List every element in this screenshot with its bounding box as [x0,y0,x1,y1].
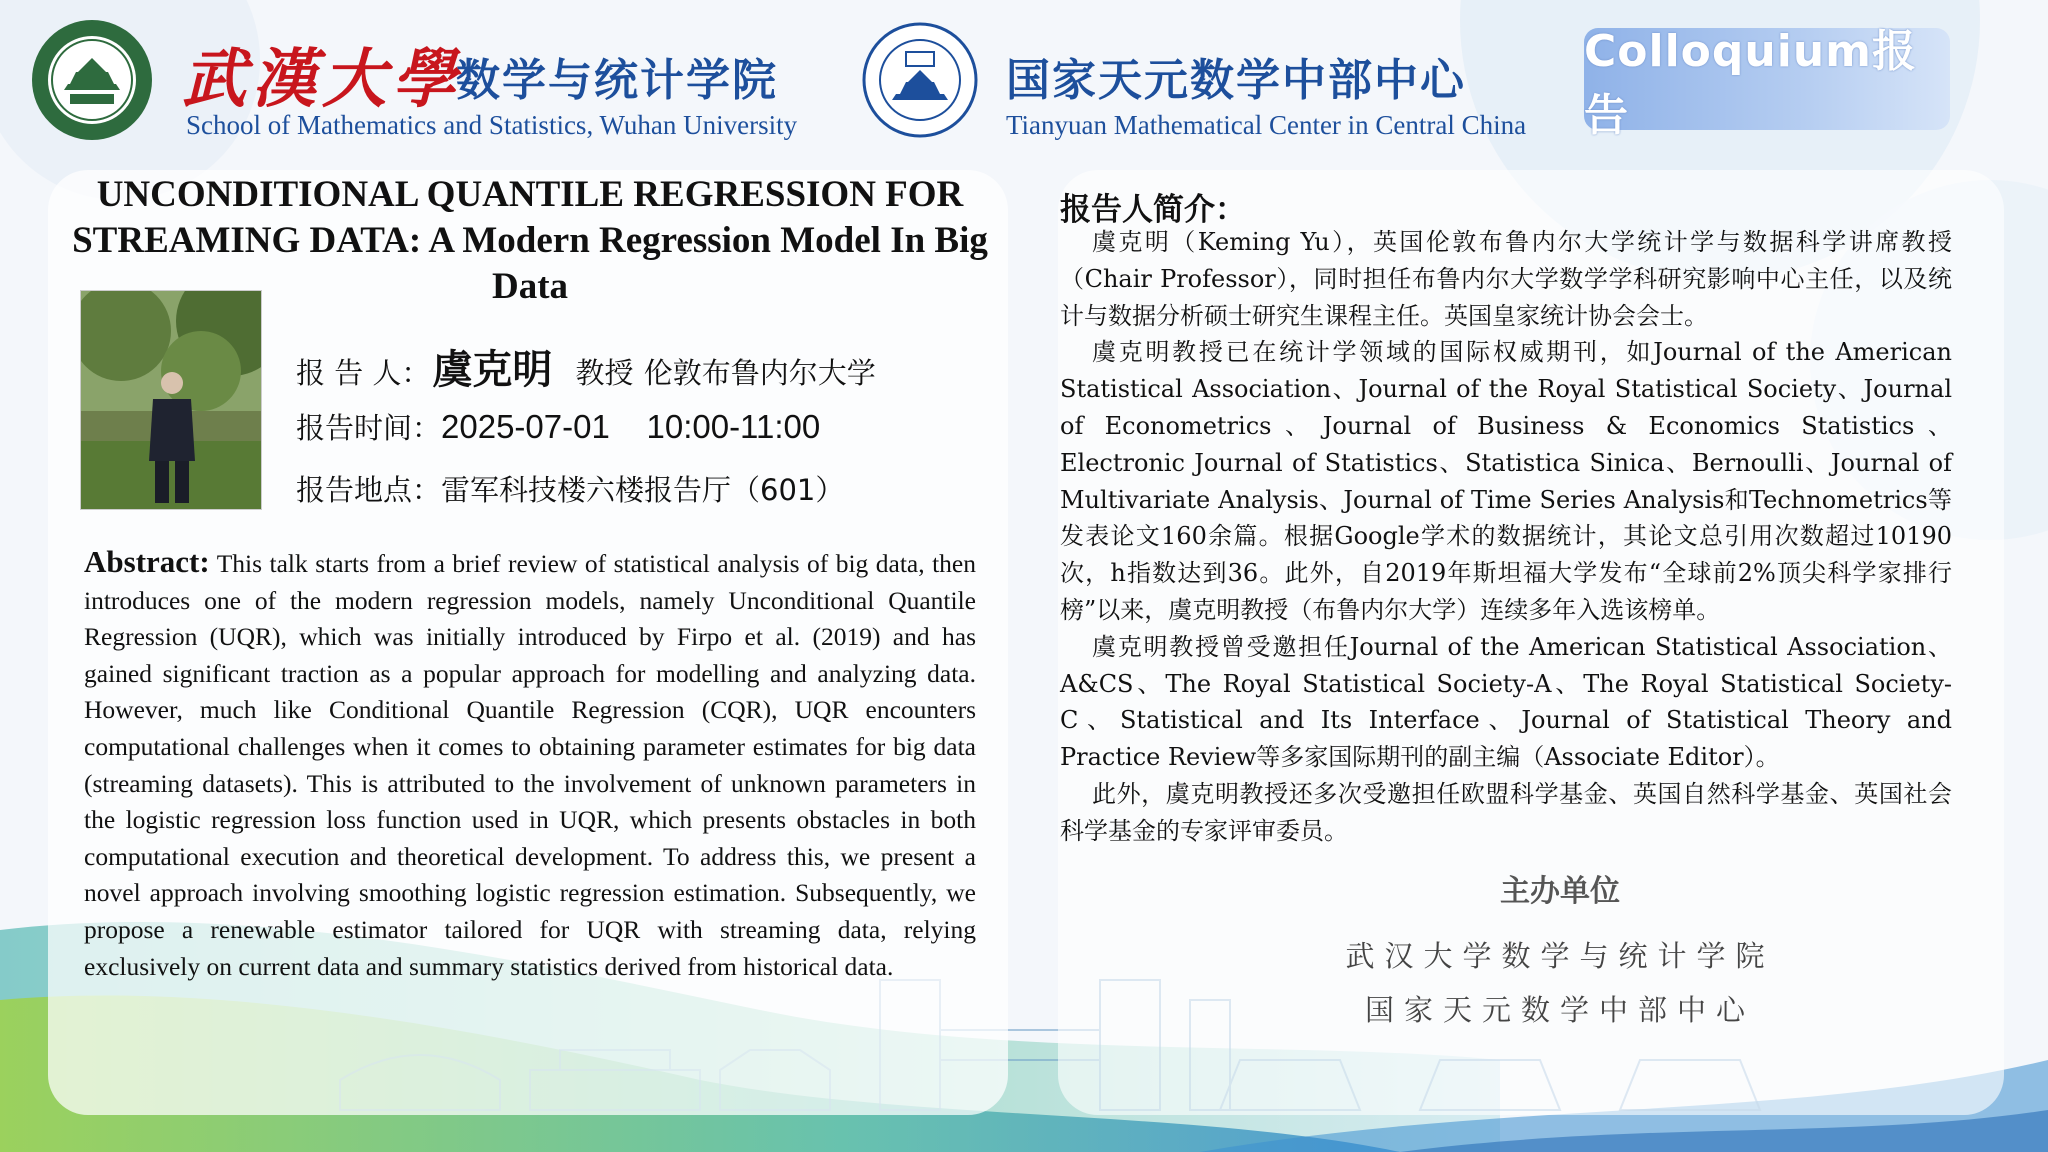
speaker-name: 虞克明 [432,346,553,393]
bio-paragraph: 虞克明教授已在统计学领域的国际权威期刊，如Journal of the American Statistical Association、Journal of the Royal Statistical Society、Journal of Econometrics、Journal of Business & Economics Statistics、Electronic Journal of Statistics、Statistica Sinica、Bernoulli、Journal of Multivariate Analysis、Journal of Time Series Analysis和Technometrics等发表论文160余篇。根据Google学术的数据统计，其论文总引用次数超过10190次，h指数达到36。此外，自2019年斯坦福大学发布“全球前2%顶尖科学家排行榜”以来，虞克明教授（布鲁内尔大学）连续多年入选该榜单。 [1060,338,1952,624]
speaker-title: 教授 [575,356,634,390]
speaker-photo [80,290,262,510]
bio-paragraph: 虞克明教授曾受邀担任Journal of the American Statistical Association、A&CS、The Royal Statistical Society-A、The Royal Statistical Society-C、Statistical and Its Interface、Journal of Statistical Theory and Practice Review等多家国际期刊的副主编（Associate Editor）。 [1060,632,1952,772]
venue-value: 雷军科技楼六楼报告厅（601） [441,473,845,507]
organizers-title: 主办单位 [1500,874,1620,909]
center-name-en: Tianyuan Mathematical Center in Central China [1006,110,1527,140]
time-row [296,406,820,447]
speaker-row [296,338,876,395]
school-name-cn: 数学与统计学院 [456,55,778,106]
bio-text [1060,224,1952,850]
venue-label: 报告地点： [296,473,442,507]
bio-paragraph: 虞克明（Keming Yu），英国伦敦布鲁内尔大学统计学与数据科学讲席教授（Chair Professor），同时担任布鲁内尔大学数学学科研究影响中心主任，以及统计与数据分析硕士研究生课程主任。英国皇家统计协会会士。 [1060,228,1952,330]
school-name-en: School of Mathematics and Statistics, Wuhan University [186,110,798,140]
center-name-cn: 国家天元数学中部中心 [1006,55,1466,106]
talk-title: UNCONDITIONAL QUANTILE REGRESSION FOR STREAMING DATA: A Modern Regression Model In Big Data [72,174,988,307]
tianyuan-center-logo-icon [862,22,978,138]
wuhan-university-logo-icon [30,18,154,142]
speaker-label: 报 告 人： [296,356,431,390]
time-value: 2025-07-01 10:00-11:00 [441,408,821,445]
organizer-2: 国家天元数学中部中心 [1364,993,1755,1027]
speaker-affiliation: 伦敦布鲁内尔大学 [643,356,876,390]
bio-paragraph: 此外，虞克明教授还多次受邀担任欧盟科学基金、英国自然科学基金、英国社会科学基金的专家评审委员。 [1060,779,1952,845]
time-label: 报告时间： [296,411,442,445]
organizer-1: 武汉大学数学与统计学院 [1345,939,1775,973]
abstract-text: This talk starts from a brief review of statistical analysis of big data, then introduces one of the modern regression models, namely Unconditional Quantile Regression (UQR), which was initially introduced by Firpo et al. (2019) and has gained significant traction as a popular approach for modelling and analyzing data. However, much like Conditional Quantile Regression (CQR), UQR encounters computational challenges when it comes to obtaining parameter estimates for big data (streaming datasets). This is attributed to the involvement of unknown parameters in the logistic regression loss function used in UQR, which presents obstacles in both computational execution and theoretical development. To address this, we present a novel approach involving smoothing logistic regression estimation. Subsequently, we propose a renewable estimator tailored for UQR with streaming data, relying exclusively on current data and summary statistics derived from historical data. [84,549,976,981]
bio-title: 报告人简介： [1060,192,1246,228]
colloquium-badge: Colloquium报告 [1584,28,1950,130]
venue-row [296,468,844,509]
abstract-label: Abstract: [84,544,210,579]
abstract [84,544,976,985]
whu-name-cn: 武漢大學 [182,42,462,117]
